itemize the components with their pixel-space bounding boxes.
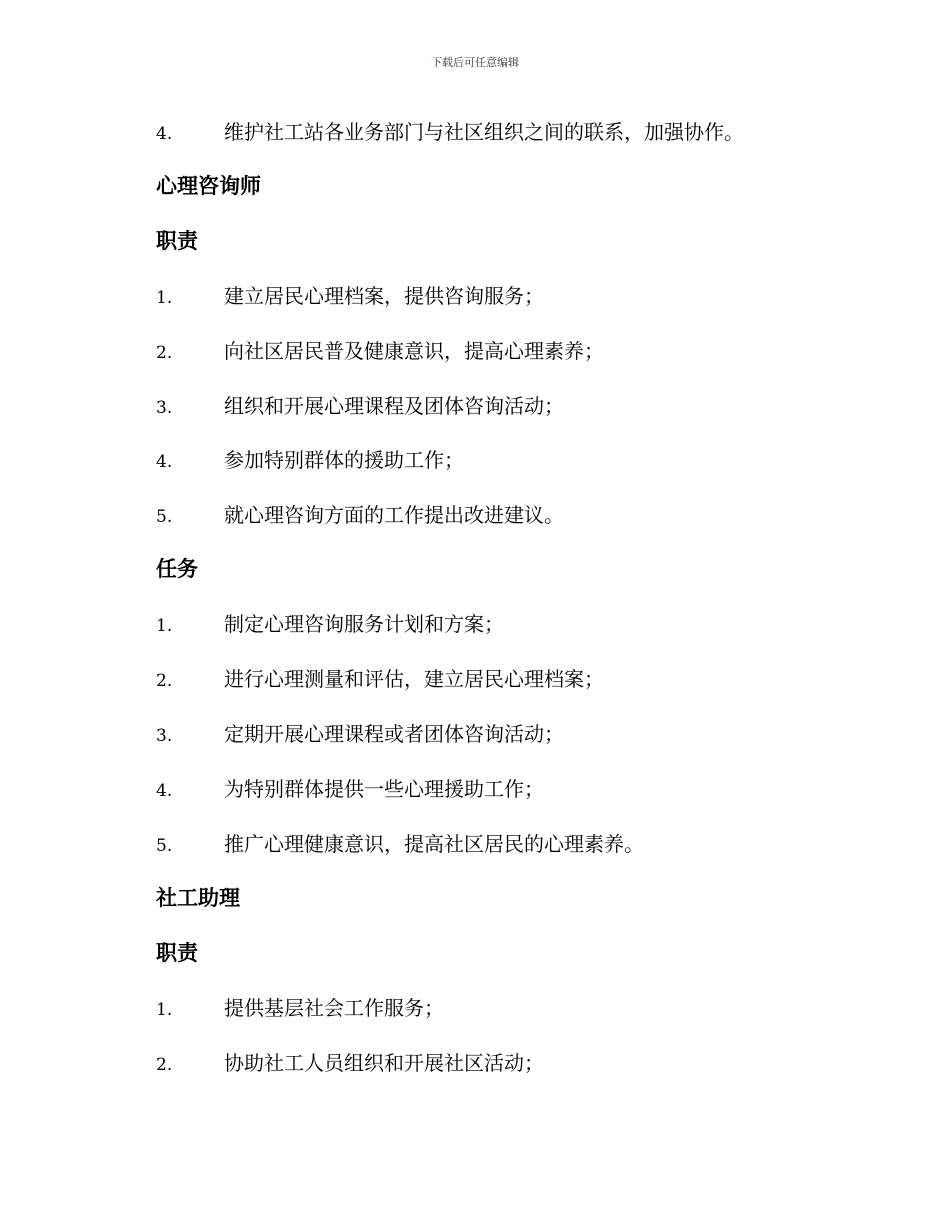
item-number: 2.	[156, 1055, 173, 1075]
subsection-heading: 职责	[156, 940, 198, 965]
item-text: 推广心理健康意识，提高社区居民的心理素养。	[224, 832, 644, 856]
item-number: 5.	[156, 836, 173, 856]
list-item	[156, 280, 544, 309]
list-item	[156, 992, 444, 1021]
item-text: 进行心理测量和评估，建立居民心理档案；	[224, 667, 604, 691]
subsection-heading: 任务	[156, 556, 198, 581]
item-number: 1.	[156, 288, 173, 308]
list-item	[156, 608, 504, 637]
item-number: 1.	[156, 616, 173, 636]
list-item	[156, 828, 644, 857]
item-text: 协助社工人员组织和开展社区活动；	[224, 1051, 544, 1075]
item-number: 3.	[156, 398, 173, 418]
section-heading: 社工助理	[156, 885, 240, 910]
item-text: 定期开展心理课程或者团体咨询活动；	[224, 722, 564, 746]
item-text: 制定心理咨询服务计划和方案；	[224, 612, 504, 636]
item-number: 3.	[156, 726, 173, 746]
section-heading: 心理咨询师	[156, 173, 261, 198]
list-item	[156, 335, 604, 364]
item-text: 就心理咨询方面的工作提出改进建议。	[224, 503, 564, 527]
item-text: 建立居民心理档案，提供咨询服务；	[224, 284, 544, 308]
item-number: 5.	[156, 507, 173, 527]
list-item	[156, 773, 544, 802]
item-text: 向社区居民普及健康意识，提高心理素养；	[224, 339, 604, 363]
item-number: 4.	[156, 452, 173, 472]
list-item	[156, 499, 564, 528]
item-number: 4.	[156, 124, 173, 144]
item-number: 4.	[156, 781, 173, 801]
list-item	[156, 444, 464, 473]
page-header: 下载后可任意编辑	[431, 56, 519, 69]
item-text: 维护社工站各业务部门与社区组织之间的联系，加强协作。	[224, 120, 744, 144]
item-text: 提供基层社会工作服务；	[224, 996, 444, 1020]
subsection-heading: 职责	[156, 228, 198, 253]
item-text: 为特别群体提供一些心理援助工作；	[224, 777, 544, 801]
list-item	[156, 663, 604, 692]
list-item	[156, 116, 744, 145]
list-item	[156, 1047, 544, 1076]
list-item	[156, 718, 564, 747]
item-text: 参加特别群体的援助工作；	[224, 448, 464, 472]
item-number: 2.	[156, 671, 173, 691]
list-item	[156, 390, 564, 419]
item-number: 1.	[156, 1000, 173, 1020]
item-number: 2.	[156, 343, 173, 363]
item-text: 组织和开展心理课程及团体咨询活动；	[224, 394, 564, 418]
